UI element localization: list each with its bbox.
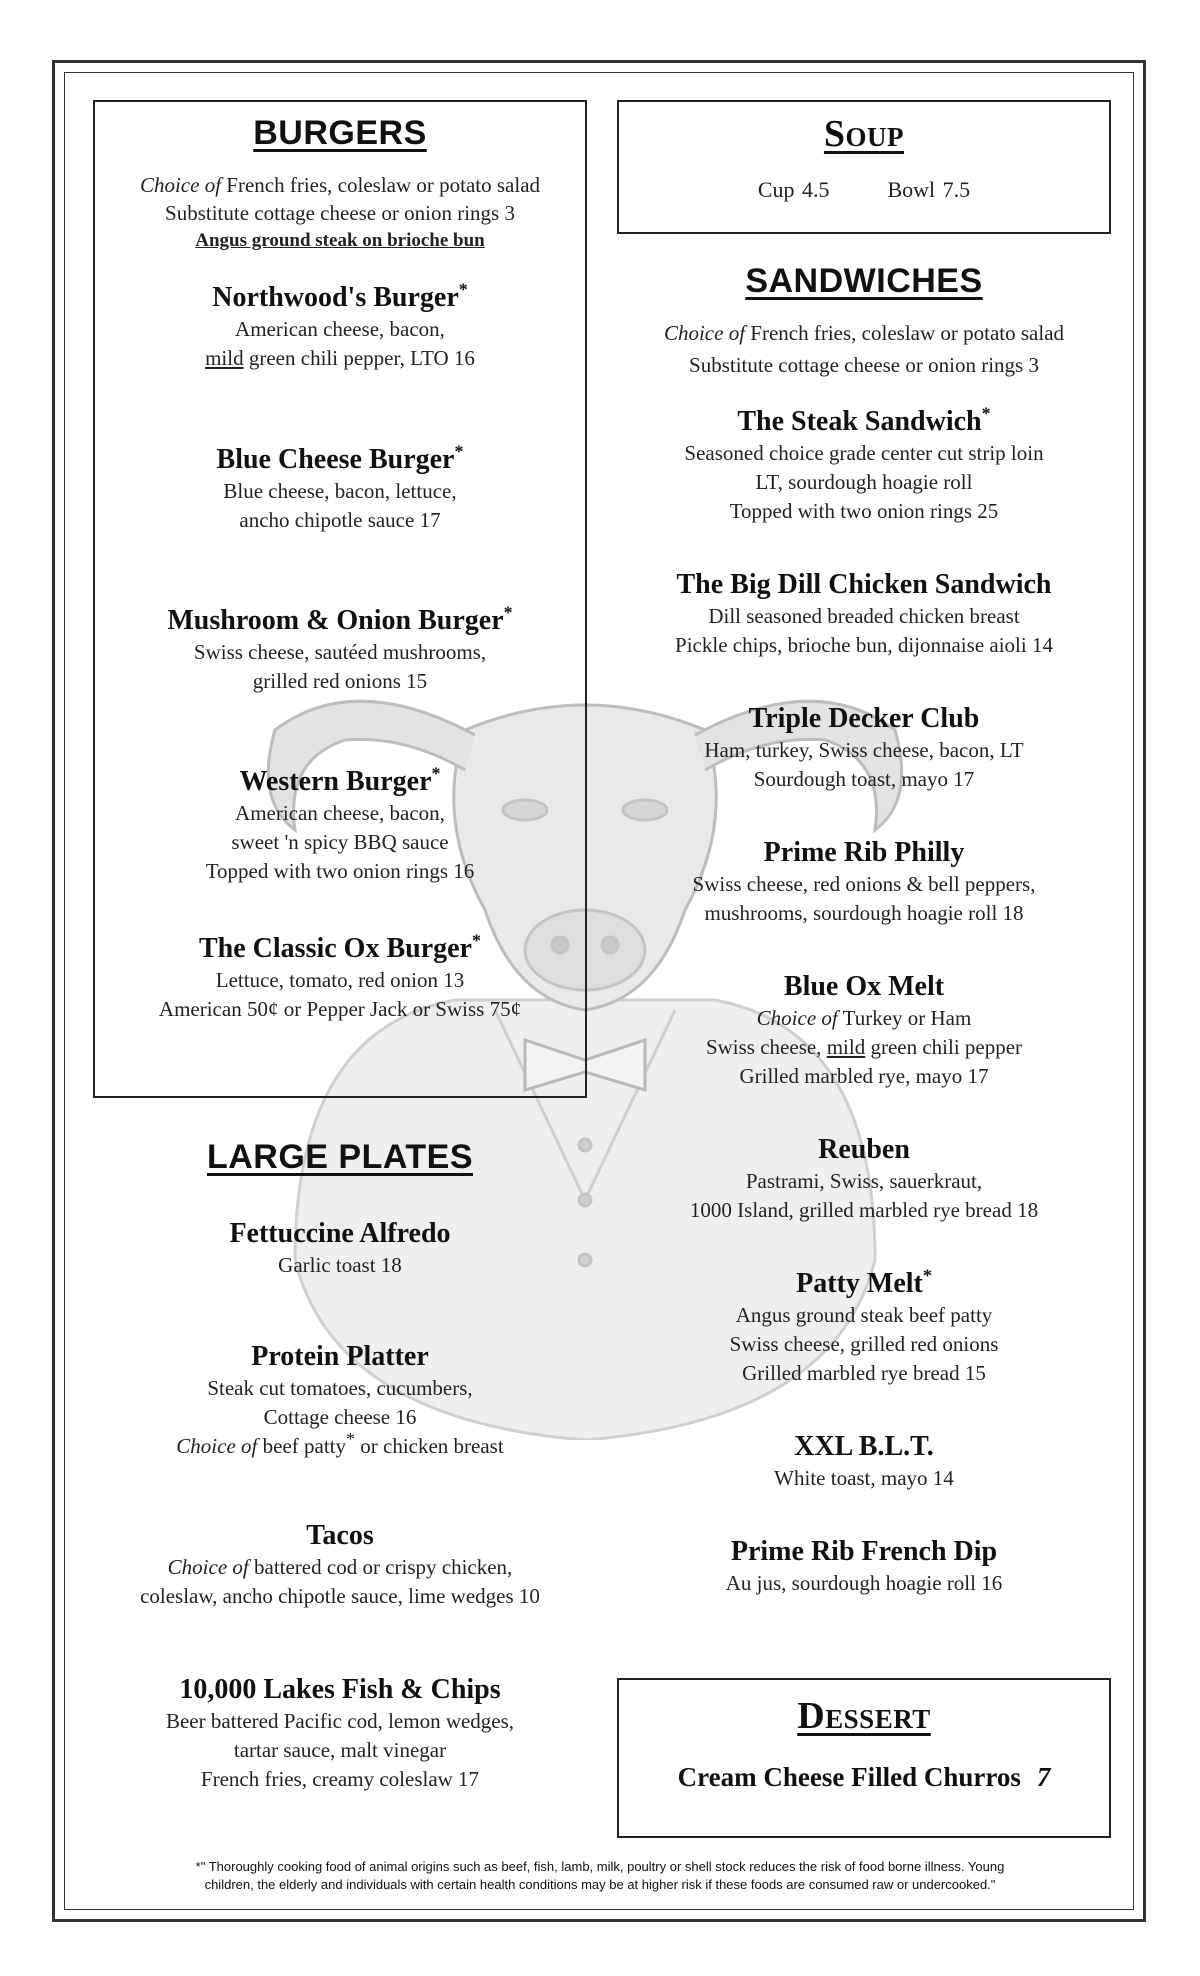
item-description: Sourdough toast, mayo 17 — [753, 767, 975, 791]
item-name: Cream Cheese Filled Churros — [677, 1762, 1021, 1792]
undercooked-asterisk: * — [431, 763, 441, 784]
item-description: Topped with two onion rings 16 — [205, 859, 475, 883]
undercooked-asterisk: * — [454, 441, 464, 462]
menu-item — [95, 281, 585, 373]
item-description: Steak cut tomatoes, cucumbers, — [207, 1376, 473, 1400]
item-description: battered cod or crispy chicken, — [248, 1555, 513, 1579]
item-description: 1000 Island, grilled marbled rye bread 18 — [689, 1198, 1039, 1222]
undercooked-asterisk: * — [458, 279, 468, 300]
item-description: Dill seasoned breaded chicken breast — [708, 604, 1020, 628]
item-description: Swiss cheese, sautéed mushrooms, — [193, 640, 487, 664]
item-description: mushrooms, sourdough hoagie roll 18 — [704, 901, 1024, 925]
menu-item — [95, 932, 585, 1024]
menu-item — [619, 405, 1109, 526]
item-name: Protein Platter — [251, 1341, 429, 1372]
undercooked-asterisk: * — [922, 1265, 932, 1286]
item-description: sweet 'n spicy BBQ sauce — [231, 830, 449, 854]
large-plates-title: LARGE PLATES — [206, 1138, 474, 1176]
menu-item — [95, 1340, 585, 1461]
item-description: White toast, mayo 14 — [774, 1466, 954, 1490]
dessert-title: Dessert — [797, 1695, 931, 1737]
item-description: LT, sourdough hoagie roll — [755, 470, 973, 494]
item-description: coleslaw, ancho chipotle sauce, lime wedges 10 — [140, 1584, 540, 1608]
soup-column — [619, 110, 1109, 204]
menu-item — [619, 568, 1109, 660]
burgers-sides-note — [95, 171, 585, 199]
item-name: Mushroom & Onion Burger — [167, 605, 504, 636]
footnote-line: *" Thoroughly cooking food of animal origins such as beef, fish, lamb, milk, poultry or shell stock reduces the risk of food borne illness. Young — [195, 1859, 1005, 1874]
item-name: The Classic Ox Burger — [199, 933, 472, 964]
menu-item — [619, 1267, 1109, 1388]
sandwiches-substitute-note: Substitute cottage cheese or onion rings 3 — [689, 353, 1039, 377]
item-description: Grilled marbled rye bread 15 — [742, 1361, 986, 1385]
food-safety-footnote — [110, 1858, 1090, 1894]
menu-item — [619, 1535, 1109, 1598]
item-description: or chicken breast — [355, 1434, 504, 1458]
undercooked-asterisk: * — [346, 1429, 355, 1449]
item-description: Lettuce, tomato, red onion 13 — [215, 968, 465, 992]
undercooked-asterisk: * — [503, 602, 513, 623]
item-description: green chili pepper — [865, 1035, 1023, 1059]
menu-item — [619, 702, 1109, 794]
item-name: The Big Dill Chicken Sandwich — [676, 569, 1052, 600]
burgers-substitute-note: Substitute cottage cheese or onion rings 3 — [165, 201, 515, 225]
item-description: Swiss cheese, — [705, 1035, 827, 1059]
sides-text: French fries, coleslaw or potato salad — [221, 173, 541, 197]
item-description: Ham, turkey, Swiss cheese, bacon, LT — [704, 738, 1024, 762]
item-description: Angus ground steak beef patty — [735, 1303, 993, 1327]
item-description: Beer battered Pacific cod, lemon wedges, — [165, 1709, 515, 1733]
item-name: Triple Decker Club — [748, 703, 980, 734]
menu-item — [95, 443, 585, 535]
item-description: Au jus, sourdough hoagie roll 16 — [725, 1571, 1003, 1595]
large-plates-column — [95, 1138, 585, 1794]
footnote-line: children, the elderly and individuals with certain health conditions may be at higher risk if these foods are consumed raw or undercooked." — [204, 1877, 996, 1892]
item-description: Swiss cheese, red onions & bell peppers, — [692, 872, 1036, 896]
soup-title: Soup — [823, 113, 905, 155]
menu-item — [619, 836, 1109, 928]
item-name: Blue Cheese Burger — [216, 444, 455, 475]
menu-item — [619, 1430, 1109, 1493]
menu-item — [95, 765, 585, 886]
item-name: Northwood's Burger — [212, 282, 459, 313]
sides-text: French fries, coleslaw or potato salad — [745, 321, 1065, 345]
undercooked-asterisk: * — [472, 930, 481, 951]
item-description: Pastrami, Swiss, sauerkraut, — [745, 1169, 983, 1193]
item-name: XXL B.L.T. — [794, 1431, 934, 1462]
menu-item — [619, 1133, 1109, 1225]
sandwiches-title: SANDWICHES — [745, 262, 983, 300]
item-description: French fries, creamy coleslaw 17 — [200, 1767, 480, 1791]
item-description: Topped with two onion rings 25 — [729, 499, 999, 523]
menu-item — [95, 1217, 585, 1280]
dessert-column — [619, 1694, 1109, 1794]
choice-of-label: Choice of — [756, 1006, 838, 1030]
burgers-column — [95, 110, 585, 1024]
soup-prices — [619, 176, 1109, 204]
menu-item — [95, 604, 585, 696]
item-name: The Steak Sandwich — [737, 406, 982, 437]
choice-of-label: Choice of — [176, 1434, 258, 1458]
item-description: American cheese, bacon, — [235, 801, 445, 825]
sandwiches-sides-note — [619, 319, 1109, 347]
mild-label: mild — [205, 346, 244, 370]
item-description: Blue cheese, bacon, lettuce, — [223, 479, 457, 503]
item-description: Seasoned choice grade center cut strip loin — [684, 441, 1044, 465]
item-description: Grilled marbled rye, mayo 17 — [739, 1064, 989, 1088]
item-price: 7 — [1036, 1762, 1051, 1792]
burgers-title: BURGERS — [253, 114, 427, 152]
mild-label: mild — [826, 1035, 866, 1059]
undercooked-asterisk: * — [981, 403, 991, 424]
item-name: 10,000 Lakes Fish & Chips — [179, 1674, 501, 1705]
item-name: Patty Melt — [796, 1268, 923, 1299]
sandwiches-column — [619, 262, 1109, 1598]
item-description: Swiss cheese, grilled red onions — [729, 1332, 999, 1356]
item-description: ancho chipotle sauce 17 — [239, 508, 441, 532]
soup-bowl-price: Bowl 7.5 — [887, 177, 971, 202]
menu-item — [95, 1673, 585, 1794]
item-description: tartar sauce, malt vinegar — [233, 1738, 447, 1762]
item-description: grilled red onions 15 — [252, 669, 428, 693]
item-description: American 50¢ or Pepper Jack or Swiss 75¢ — [158, 997, 522, 1021]
dessert-item — [619, 1760, 1109, 1794]
item-description: beef patty — [257, 1434, 346, 1458]
burgers-bun-note: Angus ground steak on brioche bun — [195, 230, 485, 251]
item-name: Prime Rib Philly — [763, 837, 965, 868]
item-description: American cheese, bacon, — [235, 317, 445, 341]
item-description: Pickle chips, brioche bun, dijonnaise aioli 14 — [675, 633, 1053, 657]
menu-item — [619, 970, 1109, 1091]
item-name: Blue Ox Melt — [783, 971, 945, 1002]
soup-cup-price: Cup 4.5 — [757, 177, 830, 202]
choice-of-label: Choice of — [139, 173, 222, 197]
item-name: Fettuccine Alfredo — [229, 1218, 451, 1249]
choice-of-label: Choice of — [663, 321, 746, 345]
item-name: Prime Rib French Dip — [730, 1536, 998, 1567]
item-name: Western Burger — [239, 766, 432, 797]
item-name: Reuben — [818, 1134, 910, 1165]
item-description: Turkey or Ham — [837, 1006, 972, 1030]
item-name: Tacos — [306, 1520, 374, 1551]
item-description: green chili pepper, LTO 16 — [243, 346, 475, 370]
item-description: Cottage cheese 16 — [263, 1405, 417, 1429]
choice-of-label: Choice of — [167, 1555, 249, 1579]
menu-item — [95, 1519, 585, 1611]
item-description: Garlic toast 18 — [278, 1253, 402, 1277]
